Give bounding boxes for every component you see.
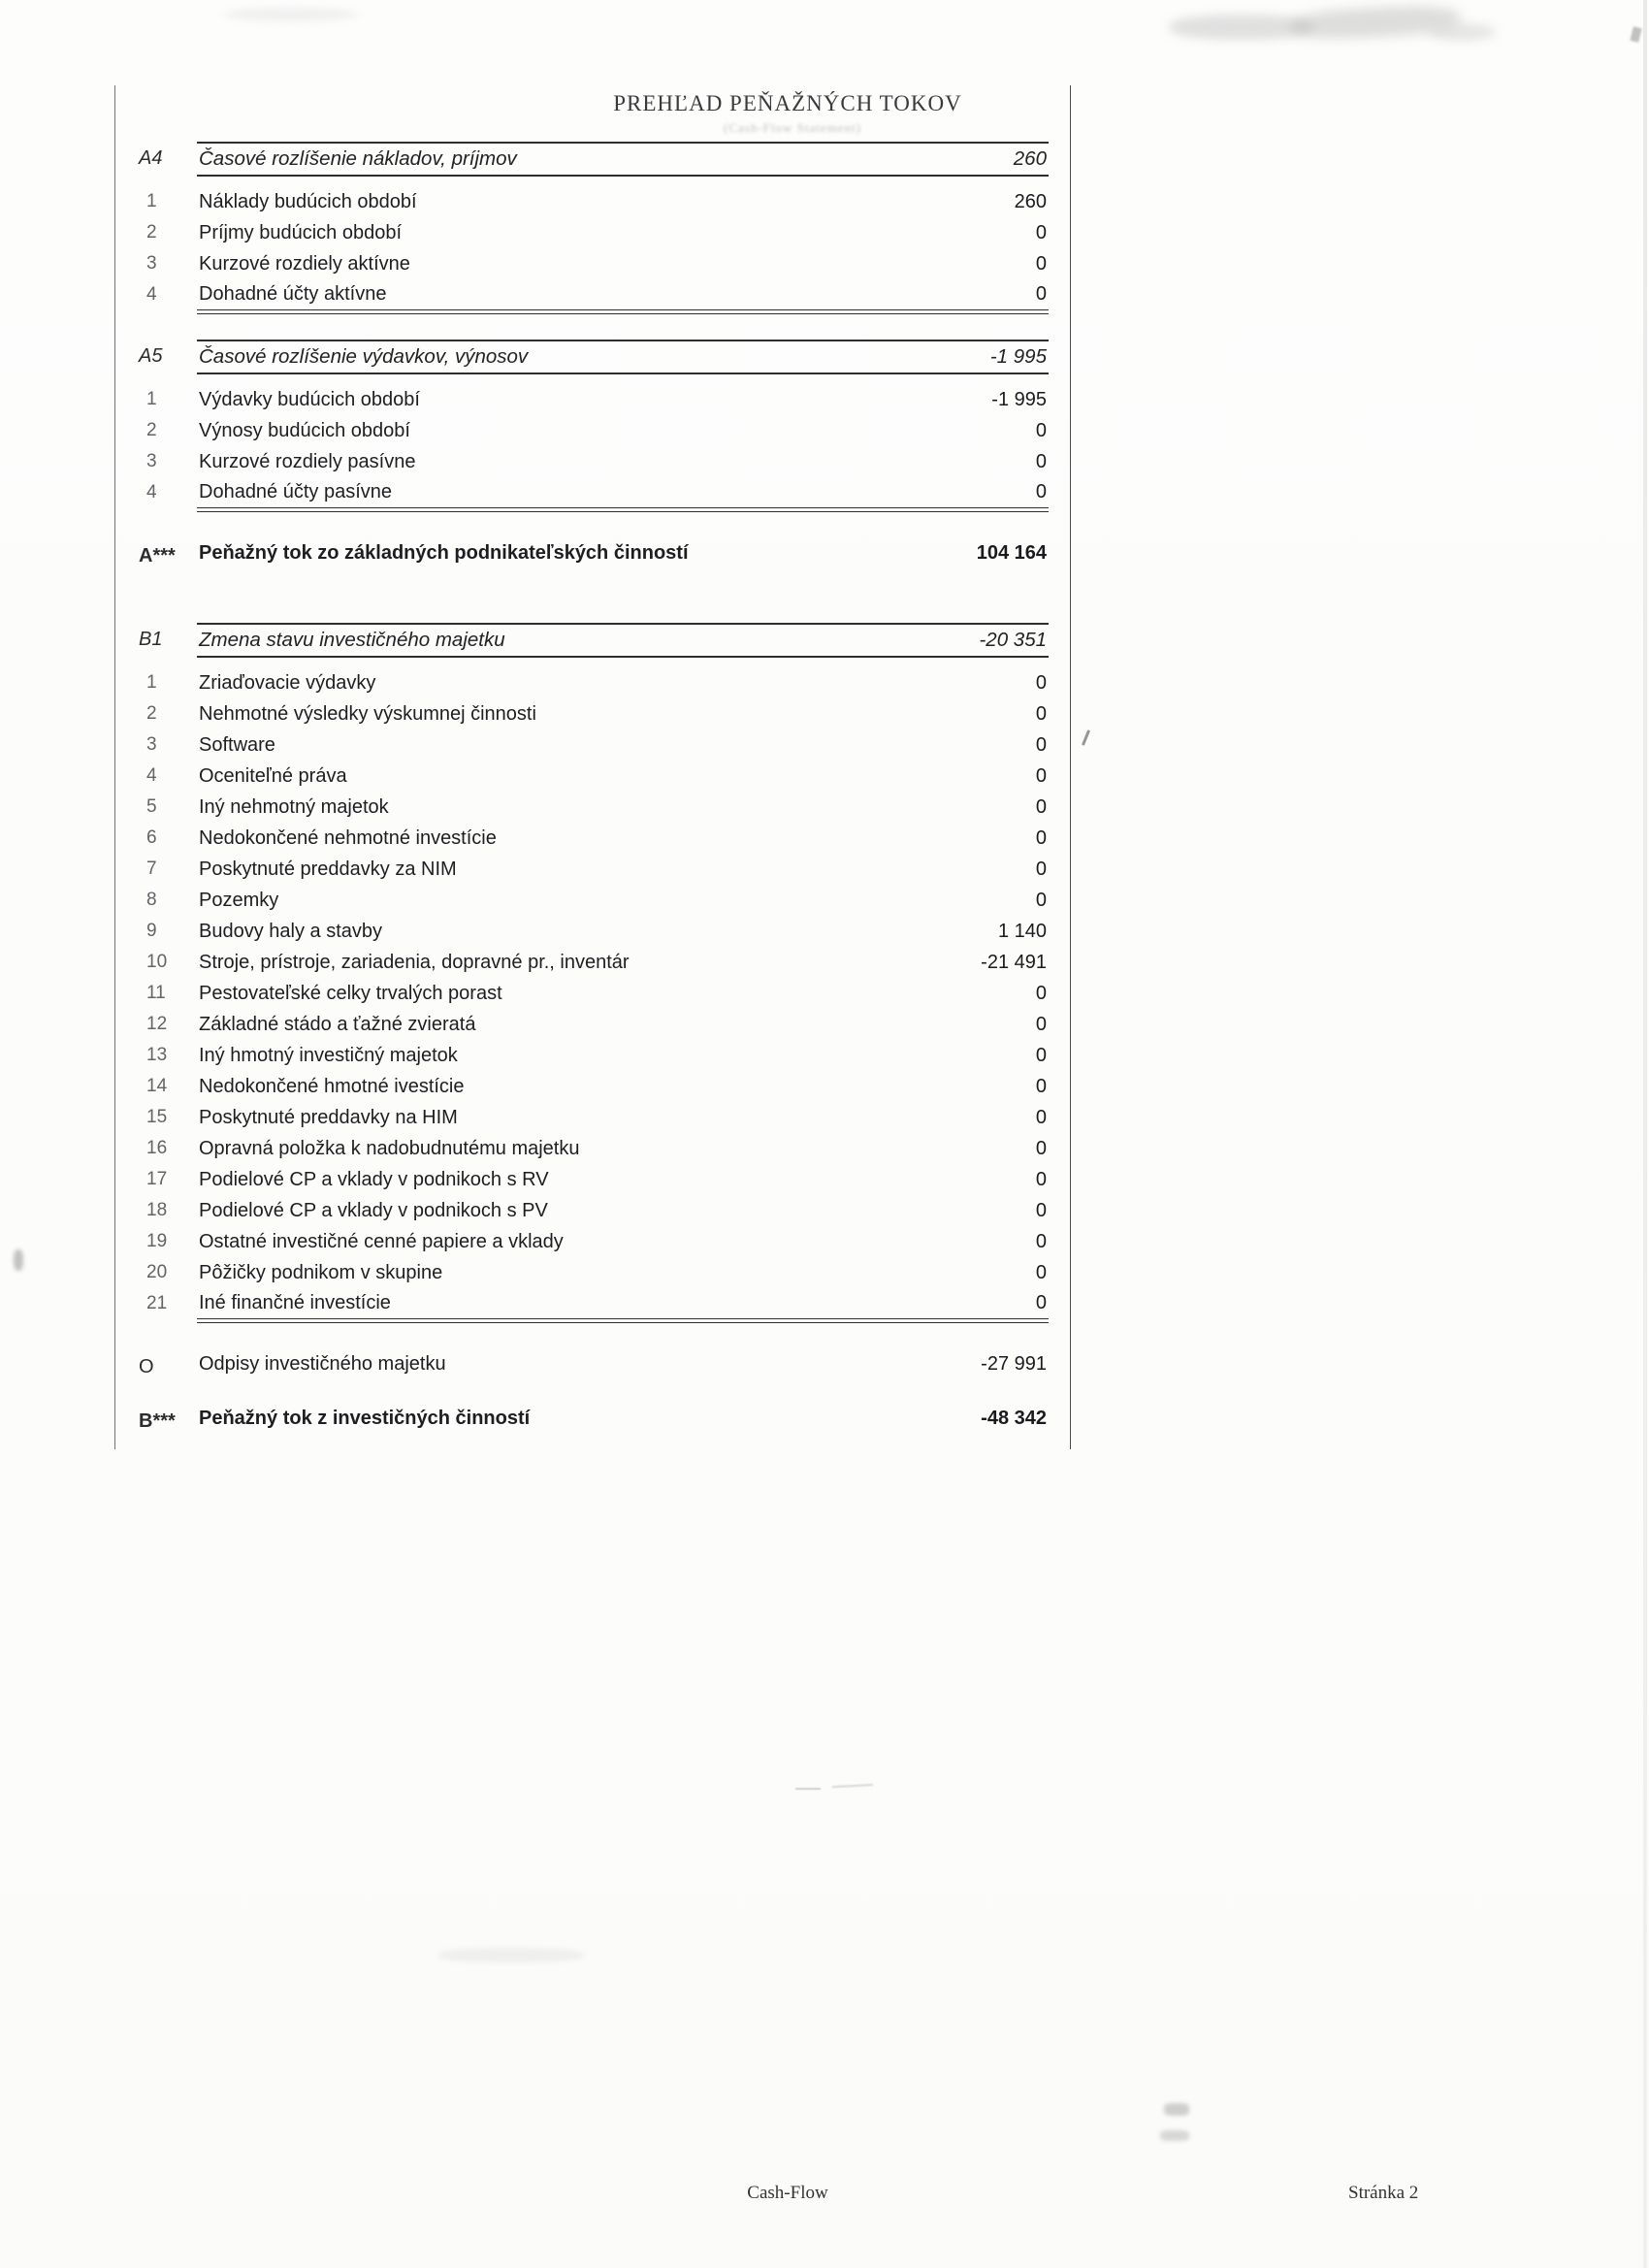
row-label: Poskytnuté preddavky na HIM [199, 1106, 458, 1128]
cash-flow-table [114, 85, 1071, 1449]
scan-artifact [1082, 729, 1090, 746]
scan-artifact [1289, 3, 1460, 41]
table-row [139, 1164, 1049, 1195]
summary-line [197, 1348, 1049, 1379]
row-number: 5 [146, 796, 157, 817]
row-line [197, 1257, 1049, 1288]
table-row [139, 916, 1049, 947]
scan-artifact [1428, 23, 1496, 41]
row-line [197, 667, 1049, 698]
table-row [139, 477, 1049, 508]
row-line [197, 729, 1049, 761]
row-value: 0 [1035, 1261, 1047, 1283]
row-label: Kurzové rozdiely pasívne [199, 450, 416, 472]
row-value: 0 [1035, 1106, 1047, 1128]
row-value: 0 [1035, 702, 1047, 725]
section-code: A4 [139, 147, 163, 169]
footer-page-number: Stránka 2 [1348, 2183, 1419, 2203]
row-value: 0 [1035, 221, 1047, 243]
scan-artifact [1160, 2130, 1189, 2141]
row-label: Základné stádo a ťažné zvieratá [199, 1013, 476, 1035]
section-header-line [197, 142, 1049, 177]
table-row [139, 1102, 1049, 1133]
section-value: -1 995 [989, 345, 1047, 368]
row-label: Poskytnuté preddavky za NIM [199, 858, 457, 880]
row-value: 260 [1014, 190, 1047, 212]
scan-artifact [795, 1788, 821, 1790]
row-number: 6 [146, 827, 157, 848]
row-label: Ostatné investičné cenné papiere a vklady [199, 1230, 564, 1252]
row-line [197, 1102, 1049, 1133]
table-row [139, 978, 1049, 1009]
row-label: Nehmotné výsledky výskumnej činnosti [199, 702, 536, 725]
row-label: Výnosy budúcich období [199, 419, 410, 441]
table-row [139, 279, 1049, 310]
row-label: Kurzové rozdiely aktívne [199, 252, 410, 275]
scan-artifact [438, 1948, 584, 1962]
row-label: Podielové CP a vklady v podnikoch s PV [199, 1199, 548, 1221]
row-line [197, 698, 1049, 729]
row-number: 3 [146, 253, 157, 274]
summary-value: -27 991 [981, 1352, 1047, 1375]
summary-code: A*** [139, 544, 176, 567]
row-number: 4 [146, 284, 157, 305]
row-number: 10 [146, 952, 168, 972]
row-label: Nedokončené hmotné ivestície [199, 1075, 465, 1097]
row-value: 0 [1035, 1199, 1047, 1221]
row-value: 1 140 [997, 920, 1047, 942]
row-line [197, 1071, 1049, 1102]
row-value: 0 [1035, 419, 1047, 441]
summary-row [139, 1403, 1049, 1434]
table-row [139, 1133, 1049, 1164]
section-header [139, 623, 1049, 658]
row-value: 0 [1035, 1168, 1047, 1190]
row-number: 21 [146, 1293, 168, 1313]
row-label: Iný nehmotný majetok [199, 795, 389, 818]
table-row [139, 217, 1049, 248]
section-o [139, 1348, 1049, 1379]
row-label: Pozemky [199, 889, 279, 911]
row-number: 14 [146, 1076, 168, 1096]
row-line [197, 823, 1049, 854]
row-value: 0 [1035, 252, 1047, 275]
row-line [197, 384, 1049, 415]
row-value: 0 [1035, 826, 1047, 849]
row-value: 0 [1035, 764, 1047, 787]
row-value: 0 [1035, 481, 1047, 502]
row-value: 0 [1035, 889, 1047, 911]
row-value: 0 [1035, 1292, 1047, 1313]
row-value: 0 [1035, 982, 1047, 1004]
footer-sheet-name: Cash-Flow [747, 2183, 828, 2203]
section-rows [139, 384, 1049, 508]
row-line [197, 885, 1049, 916]
row-value: 0 [1035, 1075, 1047, 1097]
row-line [197, 947, 1049, 978]
row-label: Príjmy budúcich období [199, 221, 403, 243]
section-header-line [197, 340, 1049, 374]
scan-artifact [1169, 15, 1314, 40]
row-number: 16 [146, 1138, 168, 1158]
section-header-line [197, 623, 1049, 658]
table-row [139, 854, 1049, 885]
row-number: 12 [146, 1014, 168, 1034]
row-label: Stroje, prístroje, zariadenia, dopravné pr., inventár [199, 951, 630, 973]
row-number: 19 [146, 1231, 168, 1251]
scan-artifact [1643, 0, 1647, 2268]
summary-row [139, 537, 1049, 568]
table-row [139, 415, 1049, 446]
scan-artifact [223, 8, 359, 21]
table-row [139, 667, 1049, 698]
row-label: Oceniteľné práva [199, 764, 347, 787]
summary-code: B*** [139, 1409, 176, 1432]
statement-body [139, 142, 1049, 1434]
summary-value: -48 342 [981, 1407, 1047, 1429]
row-line [197, 1133, 1049, 1164]
row-number: 17 [146, 1169, 168, 1189]
row-line [197, 1195, 1049, 1226]
table-row [139, 729, 1049, 761]
row-value: 0 [1035, 1044, 1047, 1066]
table-row [139, 384, 1049, 415]
section-rows [139, 186, 1049, 310]
row-label: Pestovateľské celky trvalých porast [199, 982, 502, 1004]
row-value: -1 995 [991, 388, 1047, 410]
document-subtitle-faint: (Cash-Flow Statement) [724, 120, 861, 135]
row-number: 15 [146, 1107, 168, 1127]
section-b1 [139, 623, 1049, 1319]
summary-line [197, 537, 1049, 568]
row-label: Dohadné účty aktívne [199, 283, 387, 305]
row-line [197, 477, 1049, 508]
section-title: Časové rozlíšenie výdavkov, výnosov [199, 345, 529, 368]
table-row [139, 248, 1049, 279]
row-label: Nedokončené nehmotné investície [199, 826, 497, 849]
row-line [197, 761, 1049, 792]
section-value: -20 351 [979, 629, 1047, 651]
row-line [197, 1009, 1049, 1040]
summary-label: Odpisy investičného majetku [199, 1352, 446, 1375]
row-value: 0 [1035, 1137, 1047, 1159]
row-number: 1 [146, 191, 157, 211]
table-row [139, 1226, 1049, 1257]
row-value: 0 [1035, 1230, 1047, 1252]
table-row [139, 186, 1049, 217]
row-number: 8 [146, 890, 157, 910]
section-code: B1 [139, 629, 163, 650]
row-line [197, 854, 1049, 885]
row-number: 7 [146, 859, 157, 879]
summary-value: 104 164 [976, 541, 1047, 564]
row-label: Pôžičky podnikom v skupine [199, 1261, 443, 1283]
summary-label: Peňažný tok z investičných činností [199, 1407, 531, 1429]
row-number: 4 [146, 765, 157, 786]
row-number: 4 [146, 482, 157, 502]
row-label: Iný hmotný investičný majetok [199, 1044, 458, 1066]
table-row [139, 792, 1049, 823]
section-title: Časové rozlíšenie nákladov, príjmov [199, 147, 517, 170]
table-row [139, 761, 1049, 792]
row-line [197, 792, 1049, 823]
table-row [139, 446, 1049, 477]
row-label: Náklady budúcich období [199, 190, 417, 212]
row-line [197, 279, 1049, 310]
row-line [197, 1040, 1049, 1071]
row-line [197, 916, 1049, 947]
summary-code: O [139, 1355, 154, 1377]
row-line [197, 1164, 1049, 1195]
row-label: Zriaďovacie výdavky [199, 671, 376, 694]
row-number: 2 [146, 420, 157, 440]
row-line [197, 217, 1049, 248]
row-label: Iné finančné investície [199, 1292, 391, 1313]
row-line [197, 186, 1049, 217]
table-row [139, 1195, 1049, 1226]
row-number: 2 [146, 222, 157, 243]
table-row [139, 885, 1049, 916]
row-label: Podielové CP a vklady v podnikoch s RV [199, 1168, 549, 1190]
table-row [139, 823, 1049, 854]
section-b-total [139, 1403, 1049, 1434]
row-value: 0 [1035, 795, 1047, 818]
table-row [139, 1009, 1049, 1040]
scan-artifact [1630, 26, 1641, 43]
scan-artifact [14, 1249, 23, 1271]
row-number: 9 [146, 921, 157, 941]
section-header [139, 142, 1049, 177]
row-value: -21 491 [981, 951, 1047, 973]
row-number: 13 [146, 1045, 168, 1065]
row-line [197, 248, 1049, 279]
row-label: Opravná položka k nadobudnutému majetku [199, 1137, 580, 1159]
scan-artifact [832, 1784, 873, 1788]
row-number: 1 [146, 389, 157, 409]
row-value: 0 [1035, 733, 1047, 756]
row-number: 1 [146, 672, 157, 693]
table-row [139, 698, 1049, 729]
table-row [139, 1040, 1049, 1071]
row-label: Výdavky budúcich období [199, 388, 420, 410]
row-line [197, 1226, 1049, 1257]
section-rows [139, 667, 1049, 1319]
row-value: 0 [1035, 450, 1047, 472]
row-label: Budovy haly a stavby [199, 920, 382, 942]
row-number: 18 [146, 1200, 168, 1220]
summary-label: Peňažný tok zo základných podnikateľských činností [199, 541, 689, 564]
row-line [197, 1288, 1049, 1319]
row-number: 2 [146, 703, 157, 724]
table-row [139, 1257, 1049, 1288]
row-number: 3 [146, 451, 157, 471]
section-a4 [139, 142, 1049, 310]
section-code: A5 [139, 345, 163, 367]
section-title: Zmena stavu investičného majetku [199, 629, 505, 651]
row-number: 20 [146, 1262, 168, 1282]
row-label: Dohadné účty pasívne [199, 481, 393, 502]
row-value: 0 [1035, 671, 1047, 694]
row-value: 0 [1035, 1013, 1047, 1035]
table-row [139, 1288, 1049, 1319]
row-label: Software [199, 733, 275, 756]
row-line [197, 446, 1049, 477]
section-header [139, 340, 1049, 374]
summary-line [197, 1403, 1049, 1434]
section-a-total [139, 537, 1049, 568]
row-line [197, 415, 1049, 446]
row-number: 11 [146, 983, 166, 1003]
section-a5 [139, 340, 1049, 508]
table-row [139, 947, 1049, 978]
row-line [197, 978, 1049, 1009]
document-title: PREHĽAD PEŇAŽNÝCH TOKOV [613, 91, 962, 115]
section-value: 260 [1013, 147, 1047, 170]
row-value: 0 [1035, 858, 1047, 880]
row-value: 0 [1035, 283, 1047, 305]
scan-artifact [1164, 2103, 1189, 2116]
table-row [139, 1071, 1049, 1102]
row-number: 3 [146, 734, 157, 755]
plain-row [139, 1348, 1049, 1379]
